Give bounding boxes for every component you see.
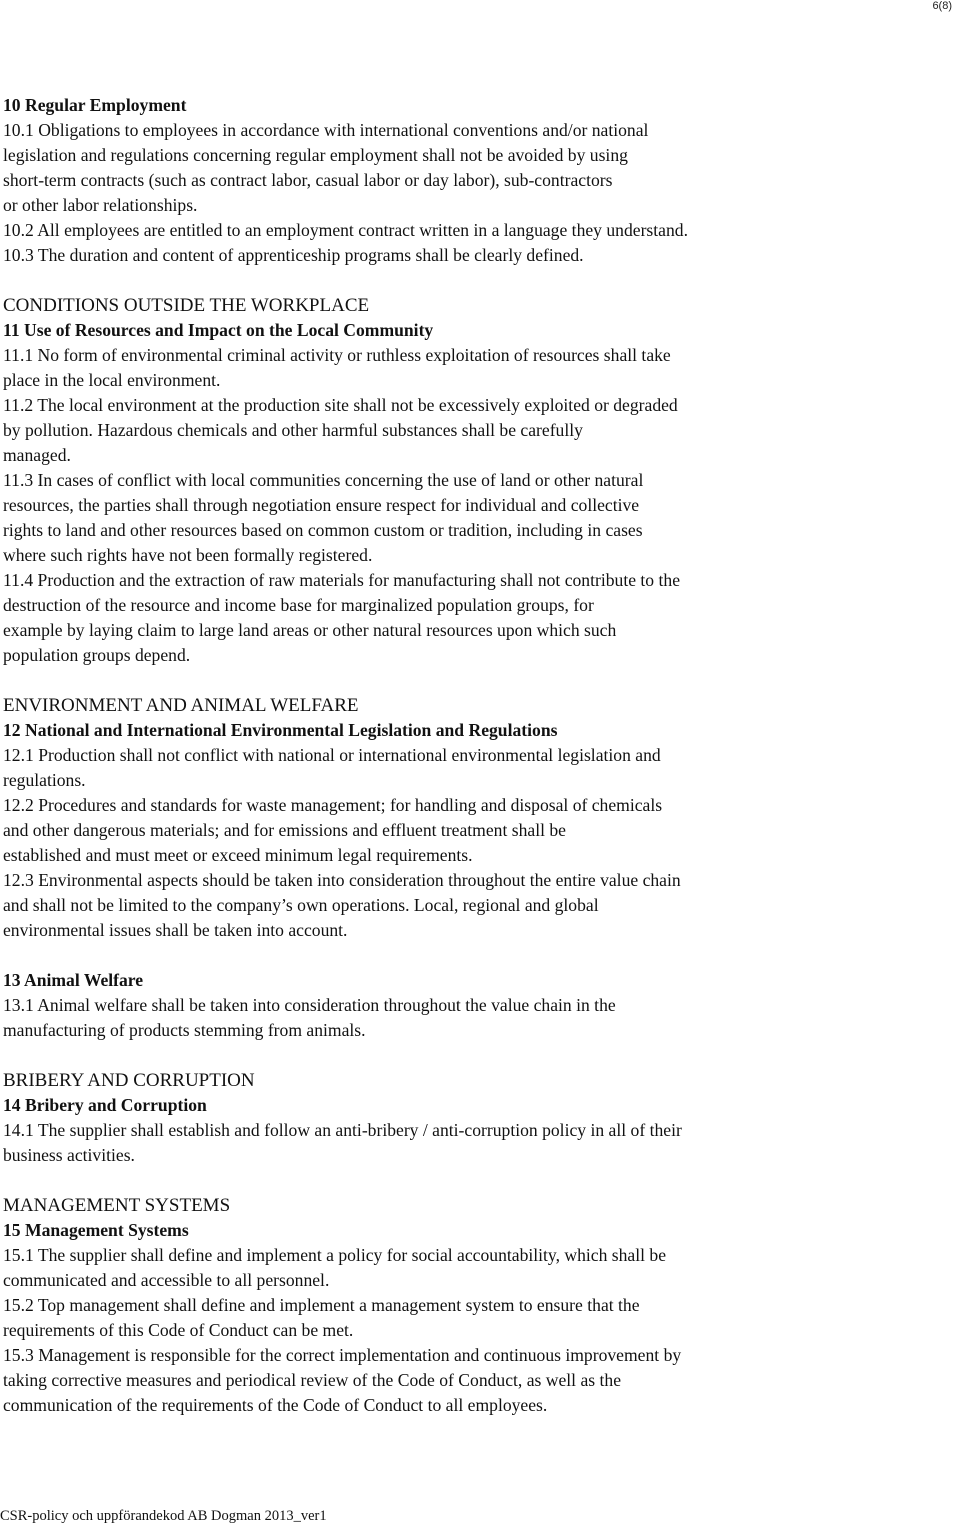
paragraph-spacer	[3, 268, 933, 293]
text-line: requirements of this Code of Conduct can be met.	[3, 1320, 354, 1340]
text-line: 15.2 Top management shall define and implement a management system to ensure that the	[3, 1295, 640, 1315]
text-line: 15.3 Management is responsible for the correct implementation and continuous improvement by	[3, 1345, 682, 1365]
text-line: 12.2 Procedures and standards for waste management; for handling and disposal of chemicals	[3, 795, 663, 815]
paragraph-spacer	[3, 1168, 933, 1193]
text-line: manufacturing of products stemming from animals.	[3, 1020, 366, 1040]
text-line: 11.2 The local environment at the production site shall not be excessively exploited or degraded	[3, 395, 678, 415]
text-line: communicated and accessible to all personnel.	[3, 1270, 330, 1290]
text-line: communication of the requirements of the Code of Conduct to all employees.	[3, 1395, 548, 1415]
text-line: 10.1 Obligations to employees in accordance with international conventions and/or national	[3, 120, 649, 140]
paragraph-spacer	[3, 1043, 933, 1068]
paragraph-spacer	[3, 943, 933, 968]
text-line: environmental issues shall be taken into account.	[3, 920, 348, 940]
text-line: 10.2 All employees are entitled to an employment contract written in a language they understand.	[3, 220, 688, 240]
text-line: by pollution. Hazardous chemicals and other harmful substances shall be carefully	[3, 420, 583, 440]
text-line: 11.3 In cases of conflict with local communities concerning the use of land or other natural	[3, 470, 644, 490]
text-line: rights to land and other resources based on common custom or tradition, including in cases	[3, 520, 643, 540]
text-line: established and must meet or exceed minimum legal requirements.	[3, 845, 473, 865]
text-line: legislation and regulations concerning regular employment shall not be avoided by using	[3, 145, 628, 165]
chapter-title: CONDITIONS OUTSIDE THE WORKPLACE	[3, 295, 370, 316]
section-heading: 11 Use of Resources and Impact on the Local Community	[3, 320, 434, 340]
text-line: 12.3 Environmental aspects should be taken into consideration throughout the entire value chain	[3, 870, 681, 890]
text-line: short-term contracts (such as contract labor, casual labor or day labor), sub-contractors	[3, 170, 613, 190]
page-number: 6(8)	[932, 0, 952, 12]
section-heading: 14 Bribery and Corruption	[3, 1095, 207, 1115]
text-line: taking corrective measures and periodical review of the Code of Conduct, as well as the	[3, 1370, 622, 1390]
text-line: population groups depend.	[3, 645, 191, 665]
text-line: and shall not be limited to the company’s own operations. Local, regional and global	[3, 895, 599, 915]
text-line: and other dangerous materials; and for emissions and effluent treatment shall be	[3, 820, 566, 840]
text-line: 12.1 Production shall not conflict with national or international environmental legislation and	[3, 745, 661, 765]
section-heading: 10 Regular Employment	[3, 95, 187, 115]
text-line: business activities.	[3, 1145, 135, 1165]
text-line: 13.1 Animal welfare shall be taken into consideration throughout the value chain in the	[3, 995, 616, 1015]
text-line: place in the local environment.	[3, 370, 221, 390]
document-footer: CSR-policy och uppförandekod AB Dogman 2013_ver1	[0, 1508, 327, 1524]
document-body	[3, 93, 933, 1418]
section-heading: 13 Animal Welfare	[3, 970, 144, 990]
text-line: managed.	[3, 445, 71, 465]
text-line: example by laying claim to large land areas or other natural resources upon which such	[3, 620, 617, 640]
text-line: 10.3 The duration and content of apprenticeship programs shall be clearly defined.	[3, 245, 584, 265]
text-line: 14.1 The supplier shall establish and follow an anti-bribery / anti-corruption policy in all of their	[3, 1120, 682, 1140]
chapter-title: BRIBERY AND CORRUPTION	[3, 1070, 255, 1091]
section-heading: 15 Management Systems	[3, 1220, 189, 1240]
text-line: resources, the parties shall through negotiation ensure respect for individual and collective	[3, 495, 640, 515]
chapter-title: MANAGEMENT SYSTEMS	[3, 1195, 231, 1216]
text-line: destruction of the resource and income base for marginalized population groups, for	[3, 595, 594, 615]
section-heading: 12 National and International Environmental Legislation and Regulations	[3, 720, 558, 740]
chapter-title: ENVIRONMENT AND ANIMAL WELFARE	[3, 695, 359, 716]
text-line: or other labor relationships.	[3, 195, 198, 215]
text-line: 11.1 No form of environmental criminal activity or ruthless exploitation of resources shall take	[3, 345, 671, 365]
text-line: 11.4 Production and the extraction of raw materials for manufacturing shall not contribute to the	[3, 570, 680, 590]
text-line: 15.1 The supplier shall define and implement a policy for social accountability, which shall be	[3, 1245, 667, 1265]
paragraph-spacer	[3, 668, 933, 693]
text-line: regulations.	[3, 770, 86, 790]
text-line: where such rights have not been formally registered.	[3, 545, 373, 565]
